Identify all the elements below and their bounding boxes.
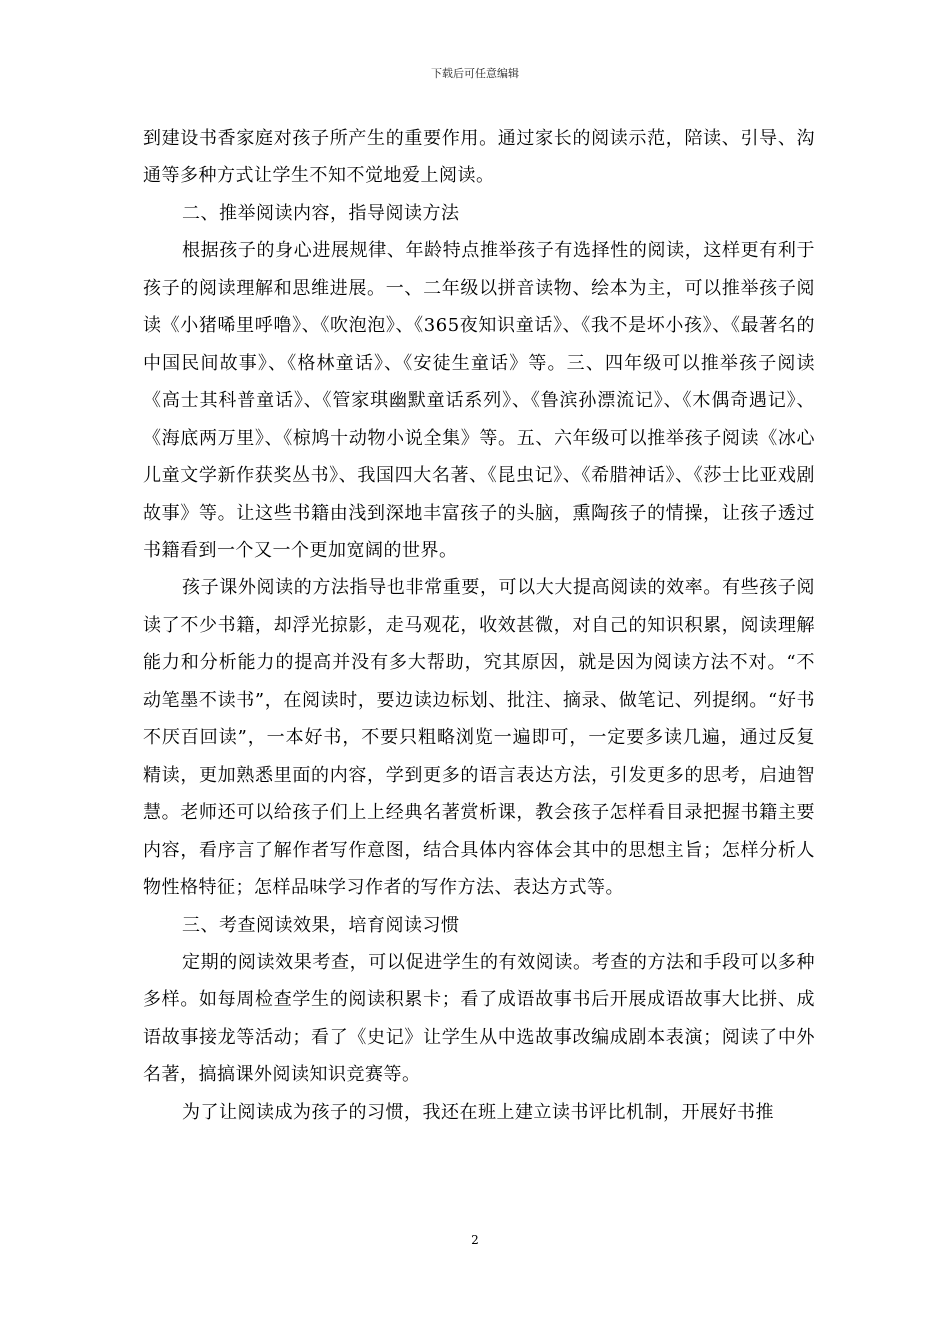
section-heading-2: 二、推举阅读内容，指导阅读方法: [182, 202, 460, 224]
paragraph-reading-methods: 孩子课外阅读的方法指导也非常重要，可以大大提高阅读的效率。有些孩子阅读了不少书籍，却浮光掠影，走马观花，收效甚微，对自己的知识积累，阅读理解能力和分析能力的提高并没有多大帮助，究其原因，就是因为阅读方法不对。“不动笔墨不读书”，在阅读时，要边读边标划、批注、摘录、做笔记、列提纲。“好书不厌百回读”，一本好书，不要只粗略浏览一遍即可，一定要多读几遍，通过反复精读，更加熟悉里面的内容，学到更多的语言表达方法，引发更多的思考，启迪智慧。老师还可以给孩子们上上经典名著赏析课，教会孩子怎样看目录把握书籍主要内容，看序言了解作者写作意图，结合具体内容体会其中的思想主旨；怎样分析人物性格特征；怎样品味学习作者的写作方法、表达方式等。: [143, 577, 815, 899]
paragraph-reading-recommendations: 根据孩子的身心进展规律、年龄特点推举孩子有选择性的阅读，这样更有利于孩子的阅读理解和思维进展。一、二年级以拼音读物、绘本为主，可以推举孩子阅读《小猪唏里呼噜》、《吹泡泡》、《365夜知识童话》、《我不是坏小孩》、《最著名的中国民间故事》、《格林童话》、《安徒生童话》等。三、四年级可以推举孩子阅读《高士其科普童话》、《管家琪幽默童话系列》、《鲁滨孙漂流记》、《木偶奇遇记》、《海底两万里》、《椋鸠十动物小说全集》等。五、六年级可以推举孩子阅读《冰心儿童文学新作获奖丛书》、我国四大名著、《昆虫记》、《希腊神话》、《莎士比亚戏剧故事》等。让这些书籍由浅到深地丰富孩子的头脑，熏陶孩子的情操，让孩子透过书籍看到一个又一个更加宽阔的世界。: [143, 240, 815, 561]
paragraph-continuation: 到建设书香家庭对孩子所产生的重要作用。通过家长的阅读示范，陪读、引导、沟通等多种方式让学生不知不觉地爱上阅读。: [143, 128, 815, 187]
section-heading-3: 三、考查阅读效果，培育阅读习惯: [182, 914, 460, 936]
page-header: 下载后可任意编辑: [431, 67, 519, 80]
document-body: [143, 120, 815, 1131]
paragraph-reading-assessment: 定期的阅读效果考查，可以促进学生的有效阅读。考查的方法和手段可以多种多样。如每周检查学生的阅读积累卡；看了成语故事书后开展成语故事大比拼、成语故事接龙等活动；看了《史记》让学生从中选故事改编成剧本表演；阅读了中外名著，搞搞课外阅读知识竞赛等。: [143, 951, 815, 1086]
paragraph-reading-habits: 为了让阅读成为孩子的习惯，我还在班上建立读书评比机制，开展好书推: [182, 1101, 774, 1123]
page-number: 2: [471, 1233, 479, 1247]
